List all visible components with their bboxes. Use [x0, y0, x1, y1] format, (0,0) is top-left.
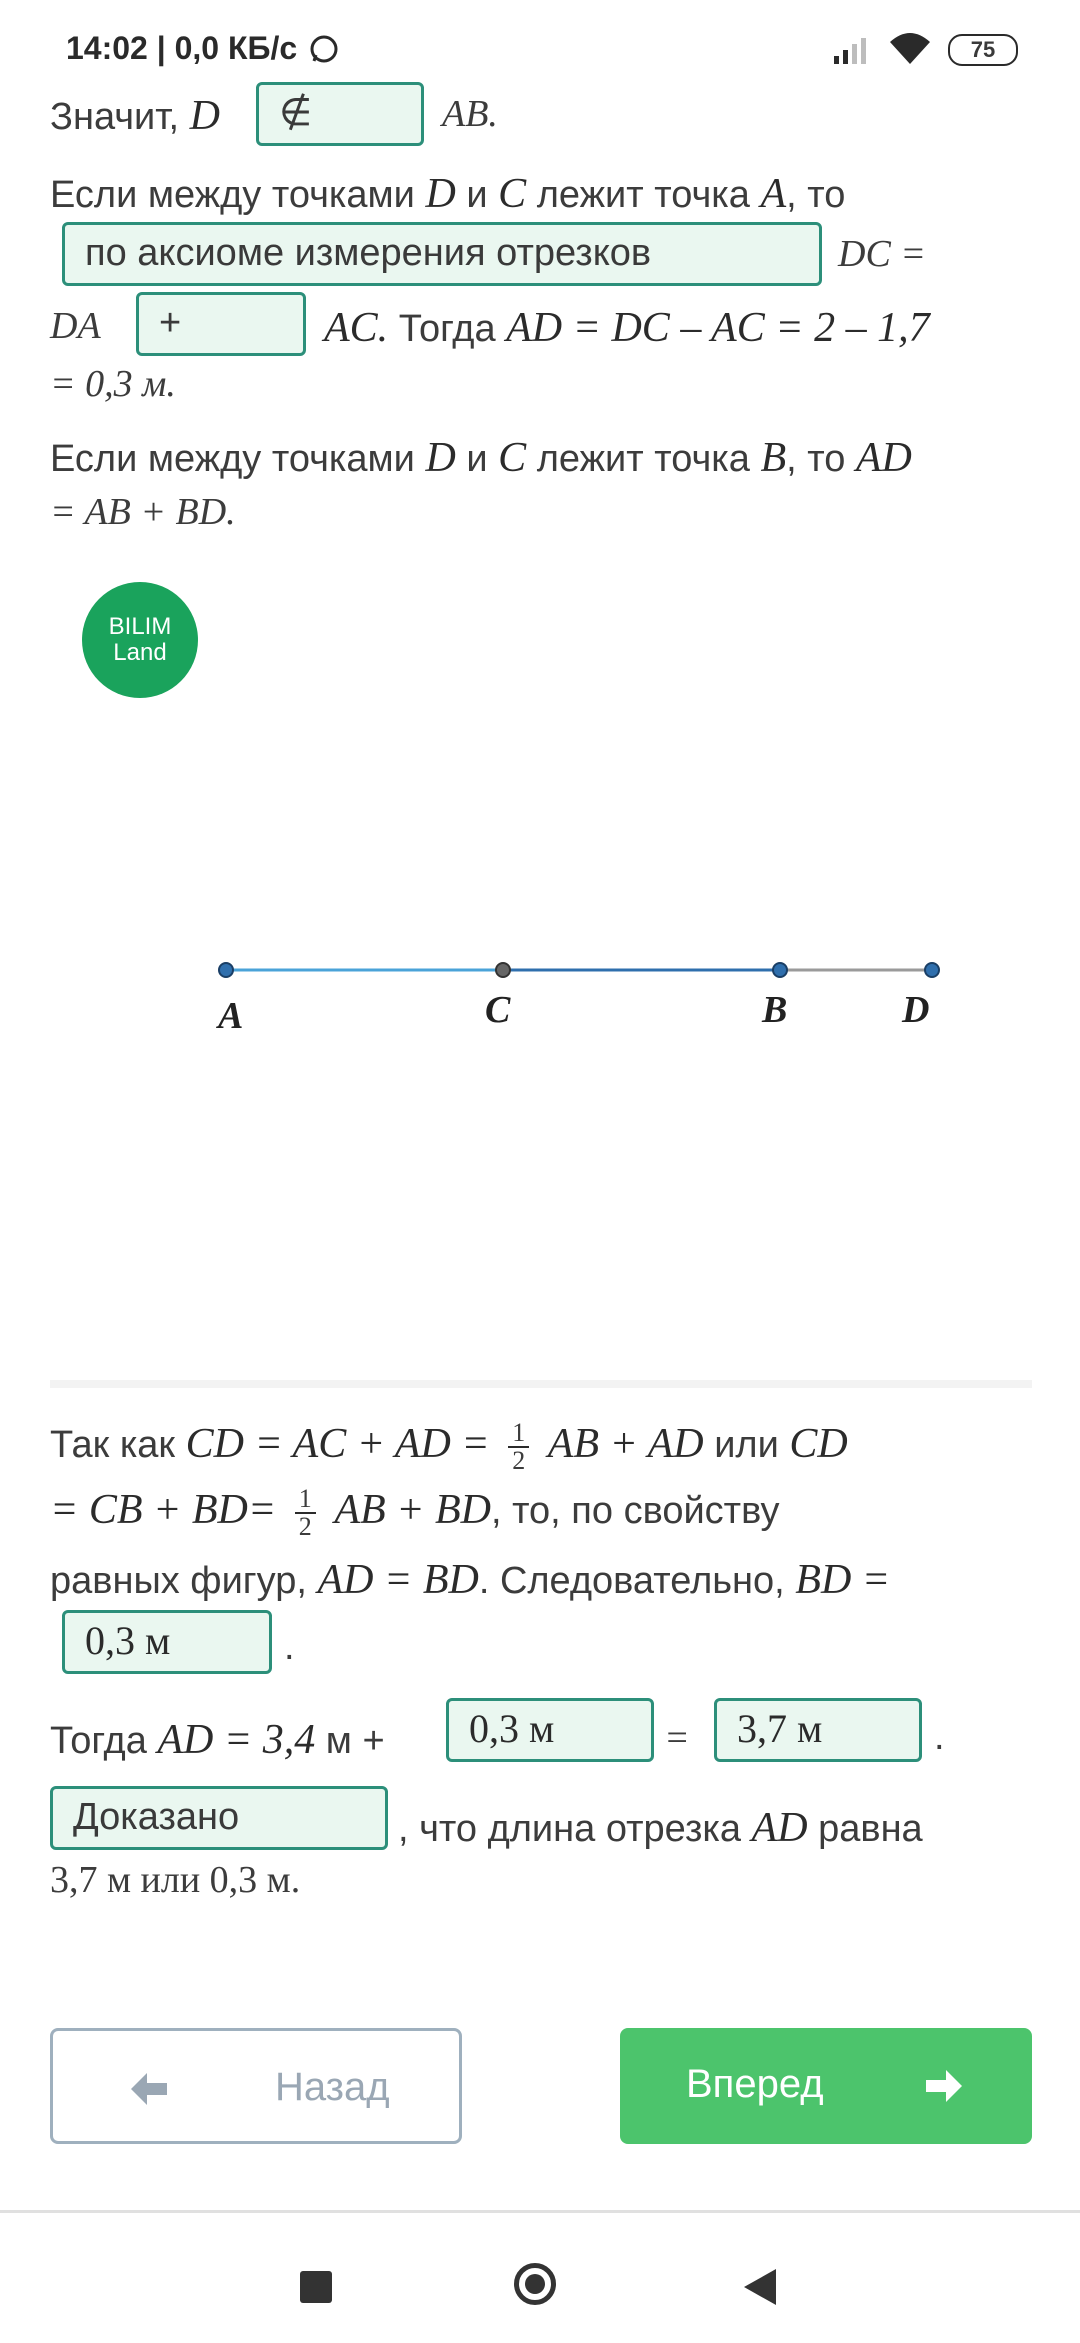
- point-c: [496, 963, 510, 977]
- p2-d: D: [425, 171, 456, 217]
- p4-line2: [50, 1486, 779, 1540]
- p2-text: Если между точками: [50, 174, 415, 216]
- frac-den: 2: [298, 1512, 312, 1541]
- p4-e2: = CB + BD=: [50, 1487, 277, 1534]
- system-nav-bar: [0, 2210, 1080, 2343]
- status-bar: [0, 0, 1080, 80]
- label-c: C: [485, 989, 511, 1031]
- home-button-dot: [525, 2274, 545, 2294]
- p6-is: равна: [818, 1808, 923, 1850]
- p4-hence: . Следовательно,: [478, 1560, 785, 1602]
- answer-box-total[interactable]: [714, 1698, 922, 1762]
- p2-to: , то: [786, 174, 846, 216]
- p2-eq: AD = DC – AC = 2 – 1,7: [506, 305, 930, 351]
- signal-icon: [832, 36, 872, 64]
- p4-cd: CD: [789, 1421, 848, 1468]
- frac-den: 2: [512, 1446, 526, 1475]
- p2-result: = 0,3 м.: [50, 363, 176, 405]
- p4-line1: [50, 1420, 848, 1474]
- p4-or: или: [714, 1424, 779, 1467]
- p2-a: A: [760, 171, 787, 217]
- p3-b: B: [760, 435, 787, 481]
- answer-box-plus-value: +: [159, 302, 182, 344]
- point-d: [925, 963, 939, 977]
- answer-box-proved-value: Доказано: [73, 1796, 240, 1838]
- p3-eq: = AB + BD.: [50, 491, 236, 533]
- status-time: 14:02 | 0,0 КБ/с: [66, 30, 298, 66]
- fraction-half-1: [508, 1420, 529, 1474]
- p5-then: Тогда: [50, 1720, 147, 1762]
- p6-line2: 3,7 м или 0,3 м.: [50, 1859, 301, 1901]
- p2-da: DA: [50, 305, 101, 347]
- p4-e1: CD = AC + AD =: [185, 1421, 490, 1468]
- answer-box-not-in-value: ∉: [279, 92, 313, 134]
- bilimland-logo: [82, 582, 198, 698]
- p3-and: и: [466, 438, 488, 480]
- label-b: B: [762, 989, 788, 1031]
- back-triangle-icon[interactable]: [742, 2267, 778, 2307]
- p5-ad: AD = 3,4: [157, 1717, 316, 1763]
- p1-ab: AB.: [442, 93, 498, 135]
- answer-box-total-value: 3,7 м: [737, 1706, 823, 1751]
- p4-equal-fig: равных фигур,: [50, 1560, 307, 1602]
- frac-num: 1: [508, 1420, 529, 1448]
- p4-prop: , то, по свойству: [490, 1490, 780, 1533]
- p4-e2b: AB + BD: [334, 1487, 491, 1534]
- label-d: D: [902, 989, 930, 1031]
- next-button[interactable]: [620, 2028, 1032, 2144]
- p5-eq: =: [664, 1717, 690, 1759]
- answer-box-add-value: 0,3 м: [469, 1706, 555, 1751]
- p3-lies: лежит точка: [536, 438, 750, 480]
- answer-box-not-in[interactable]: [256, 82, 424, 146]
- back-button-label: Назад: [275, 2065, 390, 2109]
- p4-bd: BD =: [795, 1557, 891, 1603]
- p2-line3: [324, 304, 930, 352]
- p2-dc: DC =: [838, 233, 926, 275]
- whatsapp-icon: [308, 33, 340, 65]
- frac-num: 1: [295, 1486, 316, 1514]
- back-button[interactable]: [50, 2028, 462, 2144]
- arrow-right-icon: [924, 2068, 964, 2104]
- logo-line1: BILIM: [108, 613, 172, 640]
- home-button[interactable]: [514, 2263, 556, 2305]
- answer-box-axiom[interactable]: [62, 222, 822, 286]
- p1-line: [50, 92, 220, 140]
- p2-c: C: [498, 171, 527, 217]
- answer-box-proved[interactable]: [50, 1786, 388, 1850]
- p3-c: C: [498, 435, 527, 481]
- p6-line1: [398, 1804, 923, 1852]
- p4-e1b: AB + AD: [547, 1421, 704, 1468]
- section-divider: [50, 1380, 1032, 1388]
- p3-line1: [50, 434, 912, 482]
- p4-since: Так как: [50, 1424, 176, 1467]
- logo-line2: Land: [113, 639, 167, 666]
- p1-prefix: Значит,: [50, 96, 180, 138]
- p6-ad: AD: [751, 1805, 808, 1851]
- p4-e3: AD = BD: [317, 1557, 479, 1603]
- p3-ad: AD: [855, 435, 912, 481]
- p1-d: D: [189, 93, 220, 139]
- next-button-label: Вперед: [686, 2062, 824, 2106]
- p2-line1: [50, 170, 845, 218]
- arrow-left-icon: [129, 2071, 169, 2107]
- p6-rest: , что длина отрезка: [398, 1808, 741, 1850]
- point-b: [773, 963, 787, 977]
- point-a: [219, 963, 233, 977]
- p3-text: Если между точками: [50, 438, 415, 480]
- p5-dot: .: [934, 1716, 945, 1758]
- answer-box-bd[interactable]: [62, 1610, 272, 1674]
- p5-m: м +: [325, 1720, 385, 1762]
- segment-figure: [180, 940, 980, 1060]
- p4-line3: [50, 1556, 890, 1604]
- answer-box-bd-value: 0,3 м: [85, 1618, 171, 1663]
- p3-d: D: [425, 435, 456, 481]
- answer-box-axiom-value: по аксиоме измерения отрезков: [85, 232, 652, 274]
- p2-and: и: [466, 174, 488, 216]
- p3-to: , то: [786, 438, 846, 480]
- p5-line: [50, 1716, 385, 1764]
- p4-dot: .: [284, 1626, 295, 1668]
- p2-ac: AC.: [324, 305, 389, 351]
- label-a: A: [218, 995, 244, 1037]
- wifi-icon: [888, 30, 932, 64]
- recent-apps-button[interactable]: [300, 2271, 332, 2303]
- battery-indicator: [948, 34, 1018, 66]
- battery-level: 75: [970, 37, 996, 62]
- answer-box-add[interactable]: [446, 1698, 654, 1762]
- answer-box-plus[interactable]: [136, 292, 306, 356]
- fraction-half-2: [295, 1486, 316, 1540]
- p2-lies: лежит точка: [536, 174, 750, 216]
- p2-then: Тогда: [398, 308, 496, 350]
